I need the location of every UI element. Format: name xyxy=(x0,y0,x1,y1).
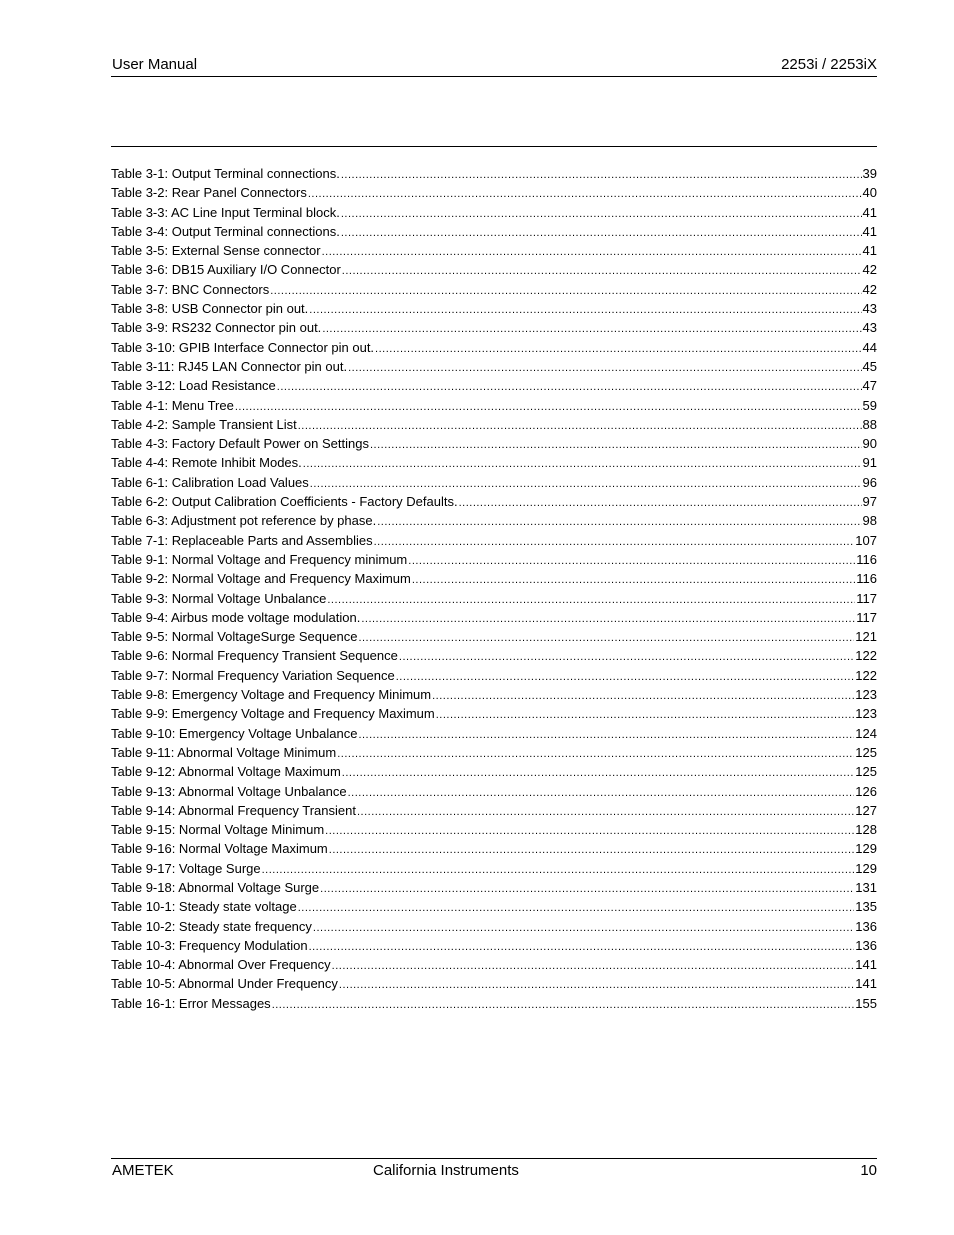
toc-entry-label: Table 9-18: Abnormal Voltage Surge xyxy=(111,879,320,895)
toc-entry-page: 125 xyxy=(855,744,877,760)
toc-entry[interactable] xyxy=(111,492,877,511)
toc-leader-dots xyxy=(298,417,862,436)
toc-leader-dots xyxy=(342,262,862,281)
toc-entry-page: 136 xyxy=(855,937,877,953)
toc-entry[interactable] xyxy=(111,550,877,569)
toc-entry-label: Table 9-6: Normal Frequency Transient Sequence xyxy=(111,648,398,664)
toc-entry[interactable] xyxy=(111,878,877,897)
toc-entry-page: 123 xyxy=(855,706,877,722)
list-of-tables xyxy=(111,164,877,1013)
toc-entry[interactable] xyxy=(111,453,877,472)
toc-entry[interactable] xyxy=(111,801,877,820)
toc-leader-dots xyxy=(303,455,862,474)
toc-leader-dots xyxy=(332,957,855,976)
toc-entry[interactable] xyxy=(111,608,877,627)
toc-entry-page: 88 xyxy=(862,416,877,432)
toc-entry[interactable] xyxy=(111,434,877,453)
toc-entry-label: Table 10-5: Abnormal Under Frequency xyxy=(111,976,338,992)
toc-entry-label: Table 9-16: Normal Voltage Maximum xyxy=(111,841,328,857)
toc-entry-label: Table 7-1: Replaceable Parts and Assemblies xyxy=(111,532,373,548)
toc-entry[interactable] xyxy=(111,415,877,434)
toc-entry-page: 122 xyxy=(855,648,877,664)
toc-entry-label: Table 6-1: Calibration Load Values xyxy=(111,474,309,490)
toc-entry[interactable] xyxy=(111,164,877,183)
toc-leader-dots xyxy=(436,706,855,725)
toc-entry-label: Table 9-13: Abnormal Voltage Unbalance xyxy=(111,783,347,799)
toc-entry-page: 141 xyxy=(855,957,877,973)
toc-entry-page: 59 xyxy=(862,397,877,413)
toc-entry-label: Table 3-2: Rear Panel Connectors xyxy=(111,185,307,201)
toc-leader-dots xyxy=(322,320,861,339)
toc-leader-dots xyxy=(348,784,855,803)
section-divider xyxy=(111,146,877,147)
toc-entry-label: Table 9-4: Airbus mode voltage modulation. xyxy=(111,609,361,625)
toc-entry-page: 155 xyxy=(855,995,877,1011)
toc-entry-page: 122 xyxy=(855,667,877,683)
toc-leader-dots xyxy=(358,726,854,745)
toc-leader-dots xyxy=(412,571,855,590)
toc-leader-dots xyxy=(337,745,854,764)
toc-leader-dots xyxy=(309,301,861,320)
toc-entry-page: 141 xyxy=(855,976,877,992)
toc-entry-page: 41 xyxy=(862,223,877,239)
toc-leader-dots xyxy=(459,494,862,513)
toc-leader-dots xyxy=(358,629,854,648)
toc-entry-label: Table 4-1: Menu Tree xyxy=(111,397,234,413)
toc-entry[interactable] xyxy=(111,917,877,936)
toc-entry-page: 126 xyxy=(855,783,877,799)
toc-entry[interactable] xyxy=(111,839,877,858)
toc-entry[interactable] xyxy=(111,569,877,588)
toc-entry-label: Table 9-8: Emergency Voltage and Frequency Minimum xyxy=(111,687,432,703)
toc-entry-page: 44 xyxy=(862,339,877,355)
toc-entry-label: Table 9-10: Emergency Voltage Unbalance xyxy=(111,725,358,741)
toc-entry-label: Table 3-1: Output Terminal connections. xyxy=(111,166,340,181)
toc-entry[interactable] xyxy=(111,531,877,550)
toc-entry[interactable] xyxy=(111,646,877,665)
toc-leader-dots xyxy=(313,919,854,938)
toc-leader-dots xyxy=(408,552,855,571)
toc-entry-label: Table 10-1: Steady state voltage xyxy=(111,899,297,915)
toc-entry-label: Table 4-2: Sample Transient List xyxy=(111,416,297,432)
footer-division: California Instruments xyxy=(373,1162,519,1179)
toc-entry-label: Table 3-12: Load Resistance xyxy=(111,378,276,394)
toc-entry-label: Table 4-3: Factory Default Power on Settings xyxy=(111,436,369,452)
toc-entry-page: 129 xyxy=(855,860,877,876)
toc-leader-dots xyxy=(270,282,861,301)
toc-leader-dots xyxy=(322,243,862,262)
toc-entry[interactable] xyxy=(111,859,877,878)
toc-entry[interactable] xyxy=(111,666,877,685)
toc-entry[interactable] xyxy=(111,396,877,415)
toc-entry-label: Table 6-2: Output Calibration Coefficients - Factory Defaults. xyxy=(111,494,458,510)
toc-entry[interactable] xyxy=(111,511,877,530)
toc-entry[interactable] xyxy=(111,685,877,704)
toc-leader-dots xyxy=(262,861,855,880)
toc-entry-label: Table 6-3: Adjustment pot reference by phase. xyxy=(111,513,377,529)
toc-entry-page: 135 xyxy=(855,899,877,915)
toc-entry-page: 121 xyxy=(855,629,877,645)
toc-leader-dots xyxy=(370,436,862,455)
toc-entry[interactable] xyxy=(111,338,877,357)
toc-leader-dots xyxy=(342,764,855,783)
toc-leader-dots xyxy=(432,687,854,706)
toc-leader-dots xyxy=(348,359,861,378)
toc-entry-label: Table 9-5: Normal VoltageSurge Sequence xyxy=(111,629,358,645)
page-number: 10 xyxy=(860,1162,877,1179)
toc-leader-dots xyxy=(341,205,862,224)
toc-entry-page: 40 xyxy=(862,185,877,201)
toc-entry-page: 116 xyxy=(856,551,877,567)
toc-entry-page: 136 xyxy=(855,918,877,934)
toc-entry[interactable] xyxy=(111,183,877,202)
toc-entry[interactable] xyxy=(111,318,877,337)
toc-leader-dots xyxy=(339,976,854,995)
toc-entry-label: Table 9-17: Voltage Surge xyxy=(111,860,261,876)
toc-entry-label: Table 9-1: Normal Voltage and Frequency minimum xyxy=(111,551,408,567)
toc-leader-dots xyxy=(272,996,855,1015)
toc-leader-dots xyxy=(361,610,855,629)
toc-entry[interactable] xyxy=(111,897,877,916)
toc-entry-label: Table 3-9: RS232 Connector pin out. xyxy=(111,320,322,336)
toc-entry-page: 117 xyxy=(856,609,877,625)
toc-leader-dots xyxy=(341,224,862,243)
toc-entry-label: Table 10-2: Steady state frequency xyxy=(111,918,312,934)
toc-entry-label: Table 3-3: AC Line Input Terminal block. xyxy=(111,204,340,220)
toc-entry-label: Table 3-7: BNC Connectors xyxy=(111,281,270,297)
toc-leader-dots xyxy=(341,166,862,185)
toc-entry-page: 41 xyxy=(862,204,877,220)
toc-entry-page: 131 xyxy=(855,879,877,895)
toc-leader-dots xyxy=(320,880,854,899)
toc-entry-label: Table 3-8: USB Connector pin out. xyxy=(111,301,309,317)
toc-leader-dots xyxy=(374,533,855,552)
toc-leader-dots xyxy=(308,185,862,204)
toc-leader-dots xyxy=(399,648,854,667)
toc-leader-dots xyxy=(377,513,861,532)
toc-entry-label: Table 9-15: Normal Voltage Minimum xyxy=(111,822,325,838)
toc-entry[interactable] xyxy=(111,974,877,993)
toc-entry[interactable] xyxy=(111,299,877,318)
toc-entry-page: 127 xyxy=(855,802,877,818)
toc-entry-page: 45 xyxy=(862,358,877,374)
toc-entry-page: 90 xyxy=(862,436,877,452)
toc-entry-label: Table 16-1: Error Messages xyxy=(111,995,271,1011)
toc-entry[interactable] xyxy=(111,936,877,955)
toc-entry[interactable] xyxy=(111,724,877,743)
toc-entry-page: 97 xyxy=(862,494,877,510)
toc-entry[interactable] xyxy=(111,241,877,260)
toc-entry-page: 117 xyxy=(856,590,877,606)
toc-entry[interactable] xyxy=(111,627,877,646)
toc-entry[interactable] xyxy=(111,994,877,1013)
toc-entry-label: Table 9-7: Normal Frequency Variation Sequence xyxy=(111,667,395,683)
toc-entry[interactable] xyxy=(111,704,877,723)
page-footer xyxy=(111,1158,877,1183)
toc-entry-page: 96 xyxy=(862,474,877,490)
toc-entry[interactable] xyxy=(111,260,877,279)
toc-entry[interactable] xyxy=(111,782,877,801)
toc-leader-dots xyxy=(235,398,862,417)
toc-entry-label: Table 4-4: Remote Inhibit Modes. xyxy=(111,455,302,471)
toc-entry-page: 43 xyxy=(862,320,877,336)
toc-entry-label: Table 3-6: DB15 Auxiliary I/O Connector xyxy=(111,262,341,278)
toc-entry-label: Table 3-4: Output Terminal connections. xyxy=(111,223,340,239)
toc-leader-dots xyxy=(396,668,855,687)
toc-entry-label: Table 10-3: Frequency Modulation xyxy=(111,937,308,953)
header-title: User Manual xyxy=(112,56,198,73)
toc-leader-dots xyxy=(329,841,855,860)
toc-entry[interactable] xyxy=(111,820,877,839)
toc-entry-label: Table 9-3: Normal Voltage Unbalance xyxy=(111,590,327,606)
toc-leader-dots xyxy=(357,803,854,822)
toc-leader-dots xyxy=(327,591,855,610)
header-model: 2253i / 2253iX xyxy=(781,56,877,73)
toc-entry[interactable] xyxy=(111,473,877,492)
toc-entry-label: Table 9-11: Abnormal Voltage Minimum xyxy=(111,744,337,760)
toc-entry-page: 91 xyxy=(862,455,877,471)
toc-entry[interactable] xyxy=(111,376,877,395)
toc-entry-label: Table 3-5: External Sense connector xyxy=(111,243,321,259)
toc-entry-page: 47 xyxy=(862,378,877,394)
toc-entry[interactable] xyxy=(111,743,877,762)
toc-entry-label: Table 10-4: Abnormal Over Frequency xyxy=(111,957,331,973)
toc-entry[interactable] xyxy=(111,203,877,222)
toc-entry-page: 107 xyxy=(855,532,877,548)
toc-leader-dots xyxy=(277,378,862,397)
toc-leader-dots xyxy=(325,822,854,841)
toc-entry-label: Table 9-2: Normal Voltage and Frequency Maximum xyxy=(111,571,411,587)
toc-entry-page: 124 xyxy=(855,725,877,741)
toc-entry[interactable] xyxy=(111,589,877,608)
toc-entry-page: 116 xyxy=(856,571,877,587)
page-header xyxy=(111,54,877,77)
toc-entry-page: 42 xyxy=(862,262,877,278)
toc-entry-page: 128 xyxy=(855,822,877,838)
toc-leader-dots xyxy=(375,340,861,359)
footer-company: AMETEK xyxy=(112,1162,174,1179)
toc-entry-page: 125 xyxy=(855,764,877,780)
toc-entry-page: 39 xyxy=(862,166,877,181)
toc-entry-label: Table 9-14: Abnormal Frequency Transient xyxy=(111,802,356,818)
toc-entry-label: Table 3-10: GPIB Interface Connector pin out. xyxy=(111,339,375,355)
toc-entry[interactable] xyxy=(111,357,877,376)
toc-entry-page: 43 xyxy=(862,301,877,317)
toc-entry-label: Table 9-9: Emergency Voltage and Frequency Maximum xyxy=(111,706,435,722)
toc-entry[interactable] xyxy=(111,222,877,241)
toc-entry-page: 41 xyxy=(862,243,877,259)
toc-entry-label: Table 9-12: Abnormal Voltage Maximum xyxy=(111,764,341,780)
toc-entry-page: 42 xyxy=(862,281,877,297)
toc-leader-dots xyxy=(309,938,855,957)
toc-entry-page: 98 xyxy=(862,513,877,529)
toc-entry-page: 129 xyxy=(855,841,877,857)
toc-entry[interactable] xyxy=(111,762,877,781)
toc-entry[interactable] xyxy=(111,955,877,974)
toc-entry-page: 123 xyxy=(855,687,877,703)
toc-entry[interactable] xyxy=(111,280,877,299)
toc-entry-label: Table 3-11: RJ45 LAN Connector pin out. xyxy=(111,358,348,374)
toc-leader-dots xyxy=(298,899,855,918)
